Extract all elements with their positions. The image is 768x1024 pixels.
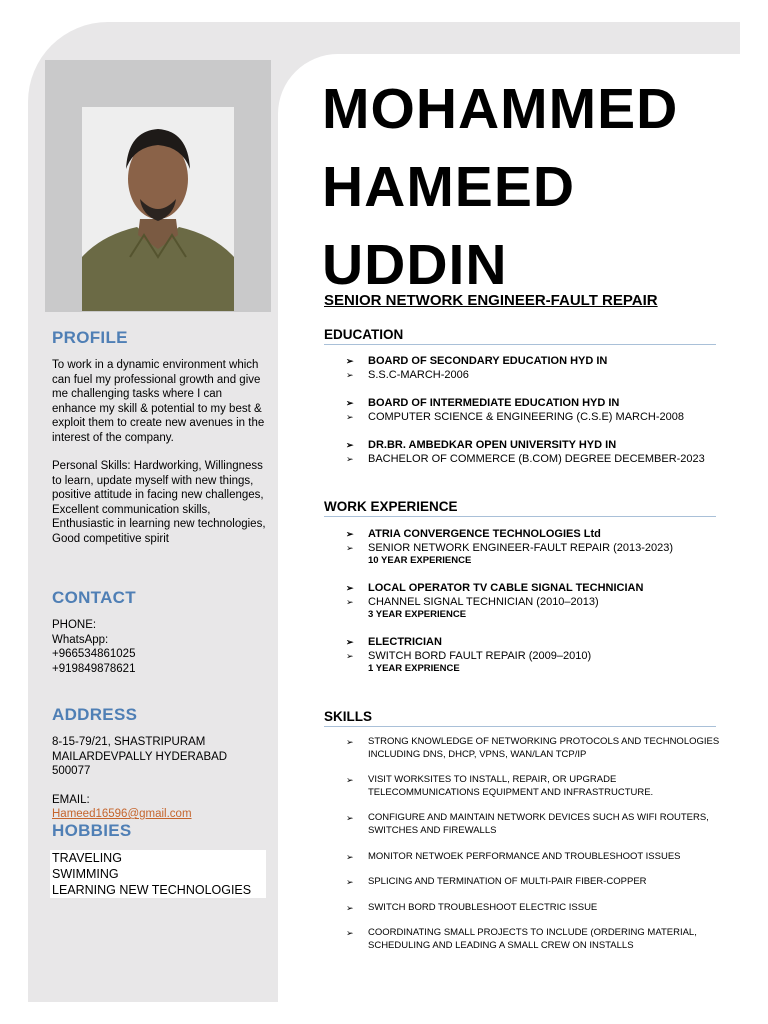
education-heading: EDUCATION <box>324 327 716 345</box>
address-heading: ADDRESS <box>52 705 138 724</box>
experience-duration: 1 YEAR EXPRIENCE <box>368 663 460 674</box>
address-line-1: 8-15-79/21, SHASTRIPURAM <box>52 736 206 748</box>
phone-number-2: +919849878621 <box>52 662 136 675</box>
hobby-item: SWIMMING <box>52 867 119 881</box>
work-experience-heading: WORK EXPERIENCE <box>324 499 716 517</box>
contact-section <box>52 588 266 676</box>
skill-item: ➢ VISIT WORKSITES TO INSTALL, REPAIR, OR UPGRADE TELECOMMUNICATIONS EQUIPMENT AND INFRASTRUCTURE. <box>346 774 654 798</box>
arrow-icon: ➢ <box>346 454 354 464</box>
personal-skills-text: Personal Skills: Hardworking, Willingness to learn, update myself with new things, positive attitude in facing new challenges, Excellent communication skills, Enthusiastic in learning new technologies, Good competitive spirit <box>52 460 266 545</box>
address-section <box>52 705 266 822</box>
list-item: ➢ ELECTRICIAN <box>346 636 442 648</box>
arrow-icon: ➢ <box>346 737 354 747</box>
list-item: ➢ CHANNEL SIGNAL TECHNICIAN (2010–2013) <box>346 596 599 608</box>
profile-photo <box>82 107 234 311</box>
hobbies-section <box>52 821 266 841</box>
arrow-icon: ➢ <box>346 398 354 408</box>
skills-heading: SKILLS <box>324 709 716 727</box>
hobby-item: TRAVELING <box>52 851 122 865</box>
arrow-icon: ➢ <box>346 370 354 380</box>
email-link[interactable]: Hameed16596@gmail.com <box>52 808 192 820</box>
phone-number-1: +966534861025 <box>52 648 136 660</box>
list-item: ➢ SWITCH BORD FAULT REPAIR (2009–2010) <box>346 650 592 662</box>
arrow-icon: ➢ <box>346 775 354 785</box>
work-experience-list <box>346 527 726 675</box>
arrow-icon: ➢ <box>346 651 354 661</box>
list-item: ➢ BACHELOR OF COMMERCE (B.COM) DEGREE DECEMBER-2023 <box>346 453 705 465</box>
list-item: ➢ SENIOR NETWORK ENGINEER-FAULT REPAIR (2013-2023) <box>346 542 674 554</box>
arrow-icon: ➢ <box>346 583 354 593</box>
candidate-name: MOHAMMED HAMEED UDDIN <box>322 77 679 297</box>
hobby-item: LEARNING NEW TECHNOLOGIES <box>52 883 252 897</box>
address-line-2: MAILARDEVPALLY HYDERABAD 500077 <box>52 750 228 777</box>
profile-section <box>52 328 266 546</box>
experience-duration: 3 YEAR EXPERIENCE <box>368 609 467 620</box>
skill-item: ➢ COORDINATING SMALL PROJECTS TO INCLUDE (ORDERING MATERIAL, SCHEDULING AND LEADING A SMALL CREW ON INSTALLS <box>346 927 697 951</box>
arrow-icon: ➢ <box>346 440 354 450</box>
experience-duration: 10 YEAR EXPERIENCE <box>368 555 472 566</box>
arrow-icon: ➢ <box>346 529 354 539</box>
phone-label: PHONE: <box>52 619 97 631</box>
list-item: ➢ COMPUTER SCIENCE & ENGINEERING (C.S.E) MARCH-2008 <box>346 411 684 423</box>
arrow-icon: ➢ <box>346 852 354 862</box>
profile-heading: PROFILE <box>52 328 128 347</box>
arrow-icon: ➢ <box>346 543 354 553</box>
contact-heading: CONTACT <box>52 588 136 607</box>
arrow-icon: ➢ <box>346 412 354 422</box>
hobbies-list <box>50 850 266 898</box>
list-item: ➢ BOARD OF INTERMEDIATE EDUCATION HYD IN <box>346 397 620 409</box>
job-title: SENIOR NETWORK ENGINEER-FAULT REPAIR <box>324 292 658 309</box>
skill-item: ➢ CONFIGURE AND MAINTAIN NETWORK DEVICES SUCH AS WIFI ROUTERS, SWITCHES AND FIREWALLS <box>346 812 709 836</box>
arrow-icon: ➢ <box>346 903 354 913</box>
skill-item: ➢ STRONG KNOWLEDGE OF NETWORKING PROTOCOLS AND TECHNOLOGIES INCLUDING DNS, DHCP, VPNS, WAN/LAN TCP/IP <box>346 736 720 760</box>
list-item: ➢ ATRIA CONVERGENCE TECHNOLOGIES Ltd <box>346 528 601 540</box>
arrow-icon: ➢ <box>346 928 354 938</box>
education-list <box>346 354 726 466</box>
hobbies-heading: HOBBIES <box>52 821 132 840</box>
profile-text: To work in a dynamic environment which can fuel my professional growth and give me challenging tasks where I can enhance my skill & potential to my best & exploit them to create new avenues in the interest of the company. <box>52 359 265 444</box>
arrow-icon: ➢ <box>346 813 354 823</box>
arrow-icon: ➢ <box>346 877 354 887</box>
skill-item: ➢ MONITOR NETWOEK PERFORMANCE AND TROUBLESHOOT ISSUES <box>346 851 681 862</box>
skill-item: ➢ SWITCH BORD TROUBLESHOOT ELECTRIC ISSUE <box>346 902 598 913</box>
whatsapp-label: WhatsApp: <box>52 633 109 646</box>
arrow-icon: ➢ <box>346 597 354 607</box>
list-item: ➢ BOARD OF SECONDARY EDUCATION HYD IN <box>346 355 608 367</box>
arrow-icon: ➢ <box>346 637 354 647</box>
skill-item: ➢ SPLICING AND TERMINATION OF MULTI-PAIR FIBER-COPPER <box>346 876 647 887</box>
list-item: ➢ DR.BR. AMBEDKAR OPEN UNIVERSITY HYD IN <box>346 439 617 451</box>
list-item: ➢ LOCAL OPERATOR TV CABLE SIGNAL TECHNICIAN <box>346 582 644 594</box>
email-label: EMAIL: <box>52 793 90 806</box>
arrow-icon: ➢ <box>346 356 354 366</box>
list-item: ➢ S.S.C-MARCH-2006 <box>346 369 469 381</box>
